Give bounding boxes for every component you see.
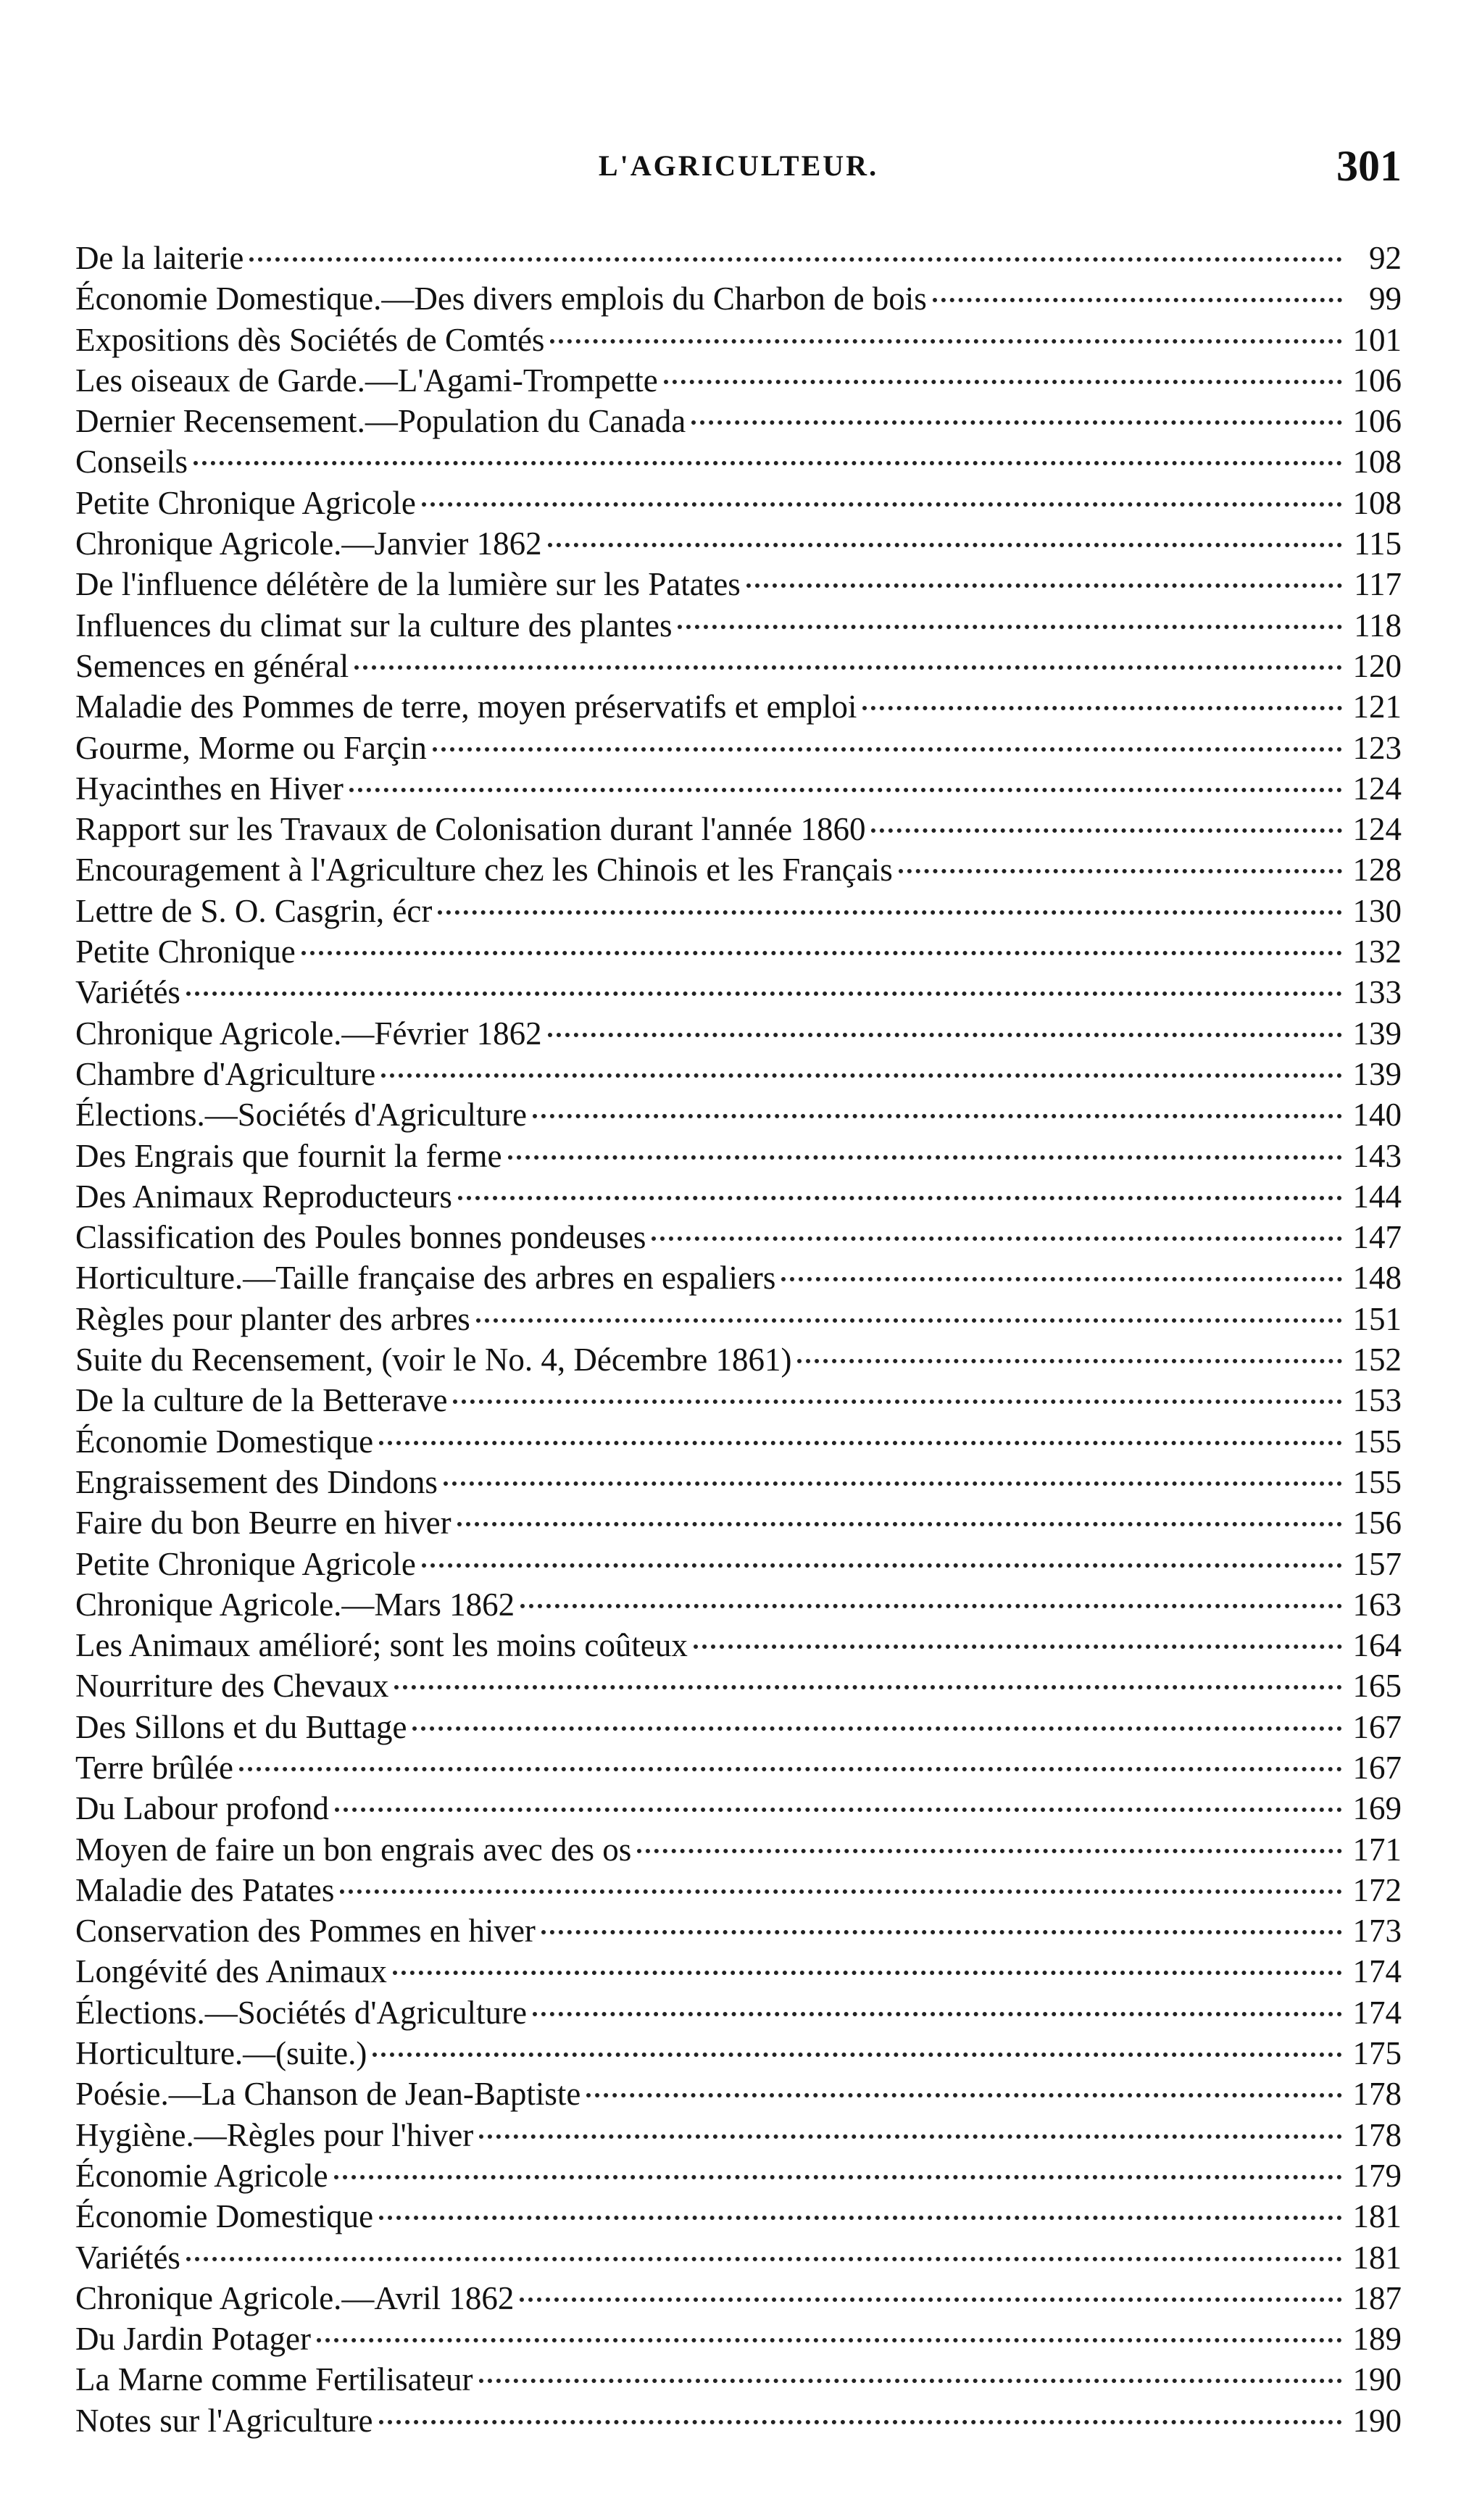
toc-entry: [75, 2196, 1402, 2237]
dot-leader: [186, 2257, 1342, 2261]
toc-entry-page: 178: [1352, 2116, 1402, 2153]
toc-entry-page: 115: [1354, 525, 1402, 562]
toc-entry-title: Chambre d'Agriculture: [75, 1055, 376, 1092]
dot-leader: [379, 1441, 1342, 1445]
toc-entry-page: 156: [1352, 1505, 1402, 1542]
toc-entry-page: 99: [1369, 280, 1402, 317]
toc-entry-title: Maladie des Patates: [75, 1871, 335, 1908]
toc-entry-page: 171: [1352, 1831, 1402, 1868]
dot-leader: [479, 2134, 1342, 2139]
dot-leader: [457, 1522, 1342, 1526]
toc-entry-title: Horticulture.—(suite.): [75, 2035, 367, 2072]
toc-entry: [75, 1747, 1402, 1788]
toc-entry: [75, 686, 1402, 727]
toc-entry-title: Petite Chronique: [75, 933, 296, 970]
toc-entry-page: 123: [1352, 729, 1402, 766]
dot-leader: [520, 2297, 1342, 2302]
toc-entry-title: Économie Domestique.—Des divers emplois du Charbon de bois: [75, 280, 927, 317]
toc-entry-page: 140: [1352, 1097, 1402, 1134]
toc-entry-page: 163: [1352, 1586, 1402, 1623]
dot-leader: [412, 1726, 1342, 1731]
toc-entry-page: 167: [1352, 1708, 1402, 1745]
dot-leader: [249, 257, 1342, 262]
toc-entry-title: Longévité des Animaux: [75, 1953, 387, 1990]
toc-entry-page: 148: [1352, 1260, 1402, 1297]
dot-leader: [550, 339, 1342, 344]
toc-entry-page: 139: [1352, 1055, 1402, 1092]
toc-entry: [75, 605, 1402, 646]
dot-leader: [379, 2420, 1342, 2424]
toc-entry-page: 144: [1352, 1178, 1402, 1215]
toc-entry-title: Élections.—Sociétés d'Agriculture: [75, 1097, 527, 1134]
dot-leader: [678, 625, 1342, 629]
toc-entry-title: Les Animaux amélioré; sont les moins coûteux: [75, 1627, 688, 1664]
toc-entry-page: 164: [1352, 1627, 1402, 1664]
toc-entry-page: 178: [1352, 2076, 1402, 2113]
toc-entry: [75, 1625, 1402, 1666]
toc-entry-page: 181: [1352, 2239, 1402, 2276]
toc-entry-title: Faire du bon Beurre en hiver: [75, 1505, 451, 1542]
toc-entry: [75, 564, 1402, 604]
toc-entry: [75, 1217, 1402, 1257]
dot-leader: [340, 1889, 1342, 1894]
toc-entry: [75, 1829, 1402, 1870]
toc-entry-title: Influences du climat sur la culture des plantes: [75, 607, 673, 644]
toc-entry-page: 124: [1352, 770, 1402, 807]
toc-entry-page: 174: [1352, 1994, 1402, 2031]
toc-entry-page: 92: [1369, 240, 1402, 276]
dot-leader: [394, 1685, 1342, 1689]
toc-entry-title: De la culture de la Betterave: [75, 1382, 448, 1419]
toc-entry-title: Classification des Poules bonnes pondeuses: [75, 1219, 646, 1256]
dot-leader: [349, 788, 1342, 792]
toc-entry-page: 133: [1352, 974, 1402, 1011]
toc-entry-title: Conservation des Pommes en hiver: [75, 1913, 536, 1950]
page-number: 301: [1336, 142, 1402, 190]
dot-leader: [381, 1073, 1342, 1078]
dot-leader: [438, 910, 1342, 915]
toc-entry-page: 155: [1352, 1463, 1402, 1500]
toc-entry-title: Économie Domestique: [75, 2198, 374, 2235]
toc-entry-title: Du Labour profond: [75, 1790, 329, 1827]
toc-entry-title: Petite Chronique Agricole: [75, 484, 416, 521]
toc-entry-page: 165: [1352, 1668, 1402, 1705]
dot-leader: [186, 991, 1342, 996]
toc-entry-page: 152: [1352, 1342, 1402, 1378]
toc-entry-title: Petite Chronique Agricole: [75, 1545, 416, 1582]
toc-entry-title: Suite du Recensement, (voir le No. 4, Décembre 1861): [75, 1342, 792, 1378]
toc-entry: [75, 728, 1402, 768]
toc-entry-page: 174: [1352, 1953, 1402, 1990]
toc-entry-page: 151: [1352, 1300, 1402, 1337]
dot-leader: [193, 461, 1342, 465]
toc-entry-page: 157: [1352, 1545, 1402, 1582]
toc-entry-title: Du Jardin Potager: [75, 2321, 311, 2358]
toc-entry: [75, 1299, 1402, 1339]
toc-entry: [75, 1339, 1402, 1380]
toc-entry: [75, 646, 1402, 686]
toc-entry-page: 117: [1354, 566, 1402, 603]
toc-entry-title: Chronique Agricole.—Avril 1862: [75, 2279, 515, 2316]
dot-leader: [354, 665, 1342, 670]
dot-leader: [586, 2093, 1342, 2097]
toc-entry: [75, 891, 1402, 931]
toc-entry-page: 128: [1352, 852, 1402, 889]
toc-entry-page: 167: [1352, 1749, 1402, 1786]
toc-entry-page: 108: [1352, 444, 1402, 481]
toc-entry-page: 155: [1352, 1423, 1402, 1460]
dot-leader: [862, 706, 1342, 710]
toc-entry: [75, 523, 1402, 564]
dot-leader: [444, 1481, 1342, 1486]
toc-entry-title: Nourriture des Chevaux: [75, 1668, 389, 1705]
toc-entry: [75, 1992, 1402, 2033]
toc-entry: [75, 2359, 1402, 2400]
toc-entry-page: 175: [1352, 2035, 1402, 2072]
toc-entry: [75, 238, 1402, 278]
toc-entry-page: 169: [1352, 1790, 1402, 1827]
toc-entry-page: 172: [1352, 1871, 1402, 1908]
toc-entry-title: Moyen de faire un bon engrais avec des os: [75, 1831, 632, 1868]
toc-entry: [75, 1462, 1402, 1502]
dot-leader: [933, 298, 1342, 302]
toc-entry: [75, 2115, 1402, 2155]
toc-entry: [75, 1666, 1402, 1706]
toc-entry: [75, 2033, 1402, 2074]
toc-entry: [75, 1951, 1402, 1992]
toc-entry-page: 153: [1352, 1382, 1402, 1419]
toc-entry-title: Horticulture.—Taille française des arbres en espaliers: [75, 1260, 776, 1297]
toc-entry-page: 132: [1352, 933, 1402, 970]
toc-entry-page: 108: [1352, 484, 1402, 521]
toc-entry-title: Les oiseaux de Garde.—L'Agami-Trompette: [75, 362, 658, 399]
toc-entry: [75, 972, 1402, 1012]
toc-entry-title: Dernier Recensement.—Population du Canada: [75, 403, 686, 440]
toc-entry-title: Conseils: [75, 444, 188, 481]
toc-entry: [75, 1421, 1402, 1462]
dot-leader: [797, 1359, 1342, 1363]
dot-leader: [746, 583, 1342, 588]
toc-entry-page: 121: [1352, 689, 1402, 725]
toc-entry: [75, 441, 1402, 482]
toc-entry-title: De l'influence délétère de la lumière sur les Patates: [75, 566, 741, 603]
dot-leader: [520, 1604, 1342, 1608]
toc-entry-page: 179: [1352, 2157, 1402, 2194]
toc-entry-page: 143: [1352, 1137, 1402, 1174]
toc-entry: [75, 2074, 1402, 2114]
toc-entry-title: Chronique Agricole.—Février 1862: [75, 1015, 542, 1052]
toc-entry: [75, 1054, 1402, 1094]
toc-entry-title: Élections.—Sociétés d'Agriculture: [75, 1994, 527, 2031]
toc-entry-title: Chronique Agricole.—Mars 1862: [75, 1586, 515, 1623]
toc-entry-title: Lettre de S. O. Casgrin, écr: [75, 892, 433, 929]
toc-entry: [75, 401, 1402, 441]
toc-entry: [75, 849, 1402, 890]
toc-entry-page: 101: [1352, 321, 1402, 358]
toc-entry-title: Des Engrais que fournit la ferme: [75, 1137, 502, 1174]
toc-entry: [75, 2155, 1402, 2196]
page-header: [75, 142, 1402, 199]
toc-entry: [75, 1788, 1402, 1829]
toc-entry-title: Maladie des Pommes de terre, moyen préservatifs et emploi: [75, 689, 857, 725]
toc-entry-page: 189: [1352, 2321, 1402, 2358]
toc-entry-title: Règles pour planter des arbres: [75, 1300, 470, 1337]
dot-leader: [691, 420, 1342, 425]
dot-leader: [533, 1114, 1342, 1118]
dot-leader: [373, 2053, 1342, 2057]
dot-leader: [301, 951, 1342, 955]
dot-leader: [393, 1971, 1342, 1975]
toc-entry-page: 130: [1352, 892, 1402, 929]
toc-entry: [75, 320, 1402, 360]
dot-leader: [533, 2012, 1342, 2016]
dot-leader: [637, 1849, 1342, 1853]
toc-entry-page: 106: [1352, 403, 1402, 440]
toc-entry: [75, 1707, 1402, 1747]
toc-entry: [75, 2278, 1402, 2319]
toc-entry-page: 190: [1352, 2361, 1402, 2398]
toc-entry-title: Variétés: [75, 2239, 180, 2276]
toc-entry-title: De la laiterie: [75, 240, 244, 276]
toc-entry: [75, 809, 1402, 849]
toc-entry: [75, 931, 1402, 972]
dot-leader: [335, 1808, 1342, 1812]
dot-leader: [334, 2175, 1342, 2179]
toc-entry: [75, 768, 1402, 809]
toc-entry-title: Rapport sur les Travaux de Colonisation durant l'année 1860: [75, 811, 866, 848]
toc-entry: [75, 278, 1402, 319]
toc-entry: [75, 1584, 1402, 1625]
toc-entry: [75, 2319, 1402, 2359]
toc-entry: [75, 1094, 1402, 1135]
toc-entry-title: Variétés: [75, 974, 180, 1011]
toc-entry-page: 106: [1352, 362, 1402, 399]
toc-entry-page: 181: [1352, 2198, 1402, 2235]
toc-entry: [75, 1544, 1402, 1584]
dot-leader: [453, 1400, 1342, 1404]
toc-entry-title: Terre brûlée: [75, 1749, 233, 1786]
dot-leader: [379, 2216, 1342, 2220]
toc-entry-title: Encouragement à l'Agriculture chez les Chinois et les Français: [75, 852, 893, 889]
toc-entry: [75, 360, 1402, 401]
dot-leader: [422, 502, 1342, 507]
toc-entry: [75, 1380, 1402, 1421]
dot-leader: [508, 1155, 1342, 1160]
toc-entry-title: Chronique Agricole.—Janvier 1862: [75, 525, 542, 562]
dot-leader: [458, 1196, 1342, 1200]
dot-leader: [433, 747, 1342, 752]
dot-leader: [664, 380, 1342, 384]
toc-entry-title: Notes sur l'Agriculture: [75, 2402, 373, 2439]
dot-leader: [694, 1644, 1342, 1649]
dot-leader: [317, 2338, 1342, 2342]
dot-leader: [239, 1767, 1342, 1771]
dot-leader: [899, 869, 1342, 873]
toc-entry: [75, 2400, 1402, 2441]
dot-leader: [781, 1277, 1342, 1281]
dot-leader: [476, 1318, 1342, 1323]
toc-entry-title: La Marne comme Fertilisateur: [75, 2361, 473, 2398]
toc-entry-page: 190: [1352, 2402, 1402, 2439]
toc-entry-title: Gourme, Morme ou Farçin: [75, 729, 427, 766]
toc-entry: [75, 1870, 1402, 1910]
dot-leader: [422, 1563, 1342, 1568]
toc-entry-title: Des Animaux Reproducteurs: [75, 1178, 452, 1215]
toc-entry-title: Économie Agricole: [75, 2157, 328, 2194]
toc-entry-page: 118: [1354, 607, 1402, 644]
toc-entry-title: Hyacinthes en Hiver: [75, 770, 344, 807]
dot-leader: [652, 1236, 1342, 1241]
toc-entry-title: Hygiène.—Règles pour l'hiver: [75, 2116, 474, 2153]
toc-entry: [75, 1013, 1402, 1054]
toc-entry-title: Semences en général: [75, 647, 349, 684]
table-of-contents: [75, 238, 1402, 2441]
dot-leader: [548, 1033, 1342, 1037]
toc-entry-title: Des Sillons et du Buttage: [75, 1708, 407, 1745]
dot-leader: [548, 543, 1342, 547]
toc-entry: [75, 2237, 1402, 2278]
toc-entry-title: Expositions dès Sociétés de Comtés: [75, 321, 545, 358]
toc-entry: [75, 1176, 1402, 1217]
dot-leader: [541, 1930, 1342, 1934]
toc-entry-title: Engraissement des Dindons: [75, 1463, 438, 1500]
toc-entry: [75, 1910, 1402, 1951]
dot-leader: [871, 828, 1342, 833]
toc-entry-page: 187: [1352, 2279, 1402, 2316]
toc-entry-page: 147: [1352, 1219, 1402, 1256]
toc-entry-page: 124: [1352, 811, 1402, 848]
toc-entry: [75, 483, 1402, 523]
toc-entry: [75, 1257, 1402, 1298]
toc-entry-page: 139: [1352, 1015, 1402, 1052]
toc-entry-page: 173: [1352, 1913, 1402, 1950]
toc-entry: [75, 1502, 1402, 1543]
toc-entry: [75, 1136, 1402, 1176]
toc-entry-page: 120: [1352, 647, 1402, 684]
running-title: L'AGRICULTEUR.: [598, 149, 879, 182]
toc-entry-title: Poésie.—La Chanson de Jean-Baptiste: [75, 2076, 581, 2113]
dot-leader: [479, 2379, 1342, 2383]
toc-entry-title: Économie Domestique: [75, 1423, 374, 1460]
